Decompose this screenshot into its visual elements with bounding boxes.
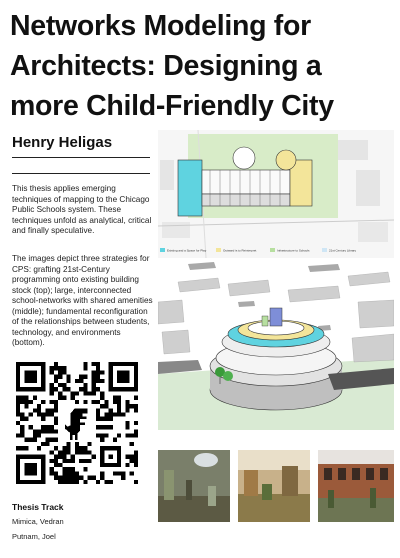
legend-item: Existing and a Space for Play <box>167 248 207 253</box>
legend-item: Outward is to Reinterpret <box>223 248 257 253</box>
advisor-name: Mimica, Vedran <box>12 517 64 526</box>
divider <box>12 173 150 174</box>
legend-item: Infrastructure to Schools <box>277 248 310 253</box>
advisor-name: Putnam, Joel <box>12 532 56 541</box>
author-name: Henry Heligas <box>12 134 113 151</box>
renderings-figure <box>158 450 394 522</box>
thesis-track-label: Thesis Track <box>12 502 64 512</box>
site-plan-figure <box>158 130 394 258</box>
dinosaur-icon <box>58 404 96 442</box>
divider <box>12 157 150 158</box>
network-axonometric-figure <box>158 262 394 430</box>
poster-title: Networks Modeling for Architects: Designing a more Child-Friendly City <box>10 10 334 122</box>
abstract-paragraph-1: This thesis applies emerging techniques of mapping to the Chicago Public Schools system. These techniques unfold as analytical, critical and finally speculative. <box>12 184 152 235</box>
qr-code[interactable] <box>16 362 138 484</box>
legend-item: 21st Century Library <box>329 248 357 253</box>
abstract-paragraph-2: The images depict three strategies for CPS: grafting 21st-Century programming onto existing building stock (top); large, interconnected school-networks with shared amenities (middle); fundamental reconfiguration of the relationships between students, technology, and environments (bottom). <box>12 254 153 347</box>
